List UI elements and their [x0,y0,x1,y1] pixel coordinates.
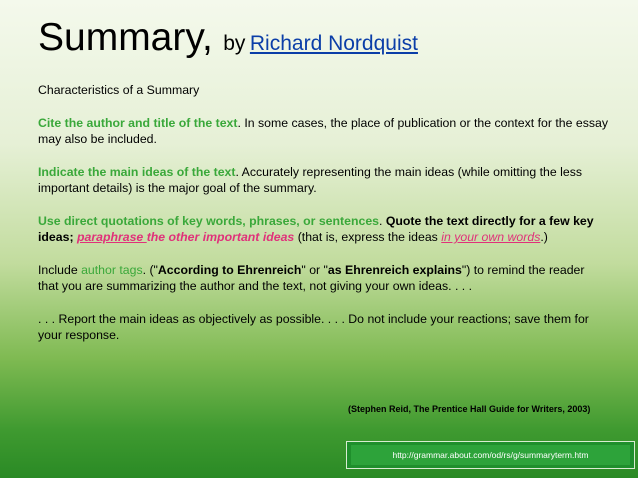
subtitle: Characteristics of a Summary [38,83,200,97]
quotations-bold: Quote the text directly for a few key ideas; [38,214,594,244]
paragraph-cite [38,115,608,147]
slide-title [38,16,418,60]
tags-a: . (" [142,263,158,277]
citation: (Stephen Reid, The Prentice Hall Guide for Writers, 2003) [348,404,591,414]
paragraph-main-ideas [38,164,608,196]
other-ideas-text: the other important ideas [146,230,295,244]
quotations-mid: (that is, express the ideas [294,230,442,244]
main-ideas-rest: . Accurately representing the main ideas (while omitting the less important details) is the major goal of the summary. [38,165,583,195]
own-words-link[interactable]: in your own words [441,230,541,244]
quote-according: According to Ehrenreich [157,263,302,277]
title-main: Summary, [38,16,213,59]
author-tags-text: author tags [81,263,143,277]
author-link[interactable]: Richard Nordquist [249,32,418,55]
source-url[interactable]: http://grammar.about.com/od/rs/g/summaryterm.htm [351,445,630,465]
quote-explains: as Ehrenreich explains [327,263,462,277]
tags-rest: ") to remind the reader that you are summarizing the author and the text, not giving your own ideas. . . . [38,263,585,293]
cite-lead: Cite the author and title of the text [38,116,238,130]
tags-start: Include [38,263,82,277]
slide-body [38,82,608,360]
quotations-lead: Use direct quotations of key words, phrases, or sentences [38,214,379,228]
paragraph-author-tags [38,262,608,294]
source-url-box [346,441,635,469]
paraphrase-link[interactable]: paraphrase [76,230,147,244]
cite-rest: . In some cases, the place of publication or the context for the essay may also be included. [38,116,608,146]
main-ideas-lead: Indicate the main ideas of the text [38,165,236,179]
quotations-end: .) [540,230,548,244]
tags-b: " or " [301,263,328,277]
quotations-period: . [379,214,386,228]
paragraph-quotations [38,213,608,245]
paragraph-report: . . . Report the main ideas as objectively as possible. . . . Do not include your reactions; save them for your response. [38,312,589,342]
title-by: by [223,32,246,55]
